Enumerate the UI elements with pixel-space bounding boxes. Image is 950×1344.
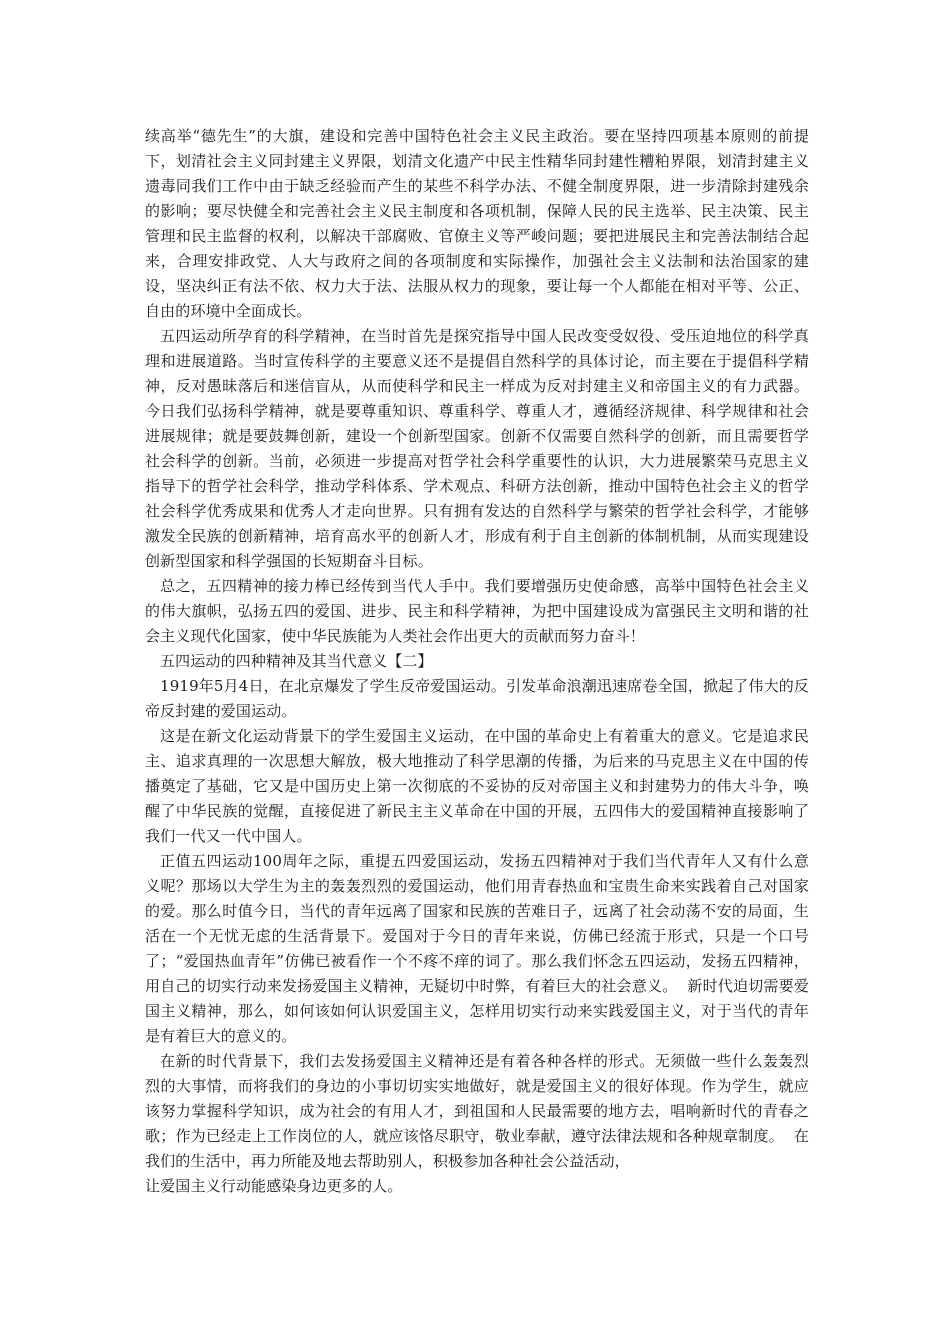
paragraph-closing-line: 让爱国主义行动能感染身边更多的人。: [145, 1177, 403, 1195]
section-heading: 五四运动的四种精神及其当代意义【二】: [160, 652, 433, 670]
paragraph-conclusion: 总之，五四精神的接力棒已经传到当代人手中。我们要增强历史使命感，高举中国特色社会主义的伟大旗帜，弘扬五四的爱国、进步、民主和科学精神，为把中国建设成为富强民主文明和谐的社会主义现代化国家，使中华民族能为人类社会作出更大的贡献而努力奋斗！: [145, 577, 809, 645]
paragraph-centennial: 正值五四运动100周年之际，重提五四爱国运动，发扬五四精神对于我们当代青年人又有什么意义呢？那场以大学生为主的轰轰烈烈的爱国运动，他们用青春热血和宝贵生命来实践着自己对国家的爱。那么时值今日，当代的青年远离了国家和民族的苦难日子，远离了社会动荡不安的局面，生活在一个无忧无虑的生活背景下。爱国对于今日的青年来说，仿佛已经流于形式，只是一个口号了；“爱国热血青年”仿佛已被看作一个不疼不痒的词了。那么我们怀念五四运动，发扬五四精神，用自己的切实行动来发扬爱国主义精神，无疑切中时弊，有着巨大的社会意义。 新时代迫切需要爱国主义精神，那么，如何该如何认识爱国主义，怎样用切实行动来实践爱国主义，对于当代的青年是有着巨大的意义的。: [145, 852, 809, 1045]
document-body: [145, 124, 809, 1199]
paragraph-new-era: 在新的时代背景下，我们去发扬爱国主义精神还是有着各种各样的形式。无须做一些什么轰轰烈烈的大事情，而将我们的身边的小事切切实实地做好，就是爱国主义的很好体现。作为学生，就应该努力掌握科学知识，成为社会的有用人才，到祖国和人民最需要的地方去，唱响新时代的青春之歌；作为已经走上工作岗位的人，就应该恪尽职守，敬业奉献，遵守法律法规和各种规章制度。 在我们的生活中，再力所能及地去帮助别人，积极参加各种社会公益活动，: [145, 1052, 809, 1170]
paragraph-significance: 这是在新文化运动背景下的学生爱国主义运动，在中国的革命史上有着重大的意义。它是追求民主、追求真理的一次思想大解放，极大地推动了科学思潮的传播，为后来的马克思主义在中国的传播奠定了基础，它又是中国历史上第一次彻底的不妥协的反对帝国主义和封建势力的伟大斗争，唤醒了中华民族的觉醒，直接促进了新民主主义革命在中国的开展，五四伟大的爱国精神直接影响了我们一代又一代中国人。: [145, 727, 809, 845]
paragraph-democracy-continuation: 续高举“德先生”的大旗，建设和完善中国特色社会主义民主政治。要在坚持四项基本原则的前提下，划清社会主义同封建主义界限，划清文化遗产中民主性精华同封建性糟粕界限，划清封建主义遗毒同我们工作中由于缺乏经验而产生的某些不科学办法、不健全制度界限，进一步清除封建残余的影响；要尽快健全和完善社会主义民主制度和各项机制，保障人民的民主选举、民主决策、民主管理和民主监督的权利，以解决干部腐败、官僚主义等严峻问题；要把进展民主和完善法制结合起来，合理安排政党、人大与政府之间的各项制度和实际操作，加强社会主义法制和法治国家的建设，坚决纠正有法不依、权力大于法、法服从权力的现象，要让每一个人都能在相对平等、公正、自由的环境中全面成长。: [145, 127, 809, 320]
paragraph-science-spirit: 五四运动所孕育的科学精神，在当时首先是探究指导中国人民改变受奴役、受压迫地位的科学真理和进展道路。当时宣传科学的主要意义还不是提倡自然科学的具体讨论，而主要在于提倡科学精神，反对愚昧落后和迷信盲从，从而使科学和民主一样成为反对封建主义和帝国主义的有力武器。今日我们弘扬科学精神，就是要尊重知识、尊重科学、尊重人才，遵循经济规律、科学规律和社会进展规律；就是要鼓舞创新，建设一个创新型国家。创新不仅需要自然科学的创新，而且需要哲学社会科学的创新。当前，必须进一步提高对哲学社会科学重要性的认识，大力进展繁荣马克思主义指导下的哲学社会科学，推动学科体系、学术观点、科研方法创新，推动中国特色社会主义的哲学社会科学优秀成果和优秀人才走向世界。只有拥有发达的自然科学与繁荣的哲学社会科学，才能够激发全民族的创新精神，培育高水平的创新人才，形成有利于自主创新的体制机制，从而实现建设创新型国家和科学强国的长短期奋斗目标。: [145, 327, 809, 570]
paragraph-may-fourth-1919: 1919年5月4日，在北京爆发了学生反帝爱国运动。引发革命浪潮迅速席卷全国，掀起了伟大的反帝反封建的爱国运动。: [145, 677, 810, 720]
